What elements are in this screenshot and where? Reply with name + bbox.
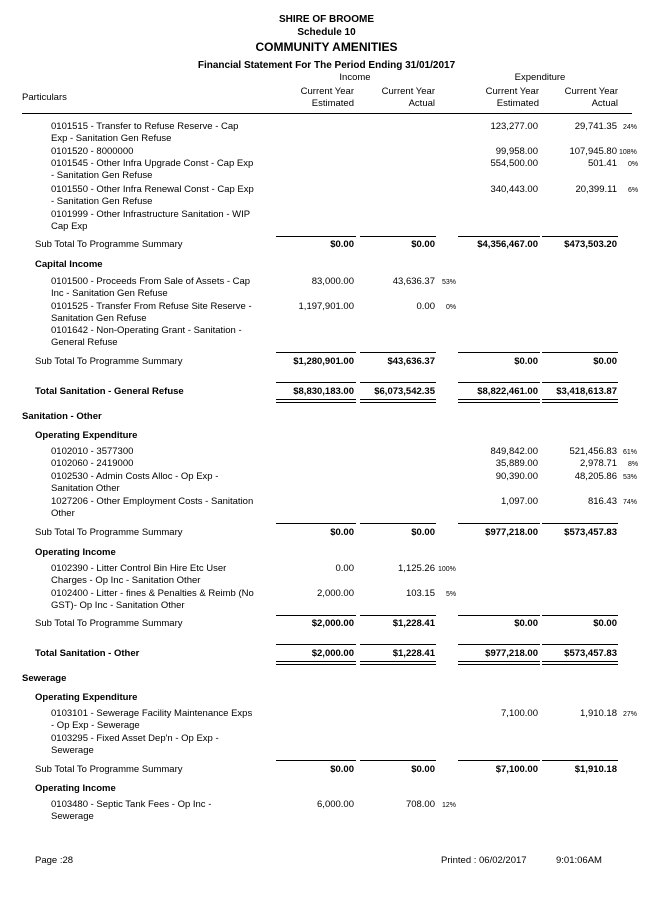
income-estimated: 0.00 (335, 563, 354, 574)
line-item-name: 0102530 - Admin Costs Alloc - Op Exp - Sanitation Other (51, 471, 219, 494)
expenditure-percent: 53% (623, 474, 638, 481)
line-item-name: 0103101 - Sewerage Facility Maintenance Exps - Op Exp - Sewerage (51, 708, 253, 731)
subtotal-income-actual: $0.00 (411, 527, 435, 538)
total-income-estimated: $8,830,183.00 (293, 386, 354, 397)
line-item-name: 0101545 - Other Infra Upgrade Const - Cap Exp - Sanitation Gen Refuse (51, 158, 254, 181)
expenditure-estimated: 99,958.00 (495, 146, 538, 157)
expenditure-actual: 107,945.80 (569, 146, 617, 157)
subtotal-label: Sub Total To Programme Summary (35, 356, 183, 367)
expenditure-estimated: 554,500.00 (490, 158, 538, 169)
header-divider (22, 113, 632, 114)
expenditure-estimated: 1,097.00 (501, 496, 538, 507)
subtotal-expenditure-estimated: $0.00 (514, 356, 538, 367)
expenditure-actual: 20,399.11 (575, 184, 617, 195)
subtotal-expenditure-estimated: $7,100.00 (495, 764, 538, 775)
income-group-header: Income (339, 72, 371, 83)
total-expenditure-estimated: $8,822,461.00 (477, 386, 538, 397)
subtotal-income-actual: $43,636.37 (387, 356, 435, 367)
subtotal-income-estimated: $1,280,901.00 (293, 356, 354, 367)
expenditure-percent: 0% (628, 161, 639, 168)
income-percent: 53% (442, 279, 457, 286)
income-percent: 5% (446, 591, 457, 598)
total-expenditure-actual: $3,418,613.87 (556, 386, 617, 397)
line-item-name: 0101550 - Other Infra Renewal Const - Cap Exp - Sanitation Gen Refuse (51, 184, 254, 207)
subtotal-expenditure-actual: $573,457.83 (564, 527, 617, 538)
category-heading: Capital Income (35, 259, 103, 270)
total-label: Total Sanitation - General Refuse (35, 386, 184, 397)
expenditure-percent: 61% (623, 449, 638, 456)
line-item-name: 0103480 - Septic Tank Fees - Op Inc - Sewerage (51, 799, 212, 822)
printed-time: 9:01:06AM (556, 855, 602, 866)
expenditure-actual: 29,741.35 (574, 121, 617, 132)
subtotal-expenditure-actual: $0.00 (593, 618, 617, 629)
expenditure-percent: 27% (623, 711, 638, 718)
line-item-name: 0102060 - 2419000 (51, 458, 134, 469)
expenditure-estimated: 35,889.00 (495, 458, 538, 469)
expenditure-percent: 24% (623, 124, 638, 131)
line-item-name: 0103295 - Fixed Asset Dep'n - Op Exp - Sewerage (51, 733, 219, 756)
report-period: Financial Statement For The Period Ending 31/01/2017 (197, 60, 456, 71)
line-item-name: 0101515 - Transfer to Refuse Reserve - Cap Exp - Sanitation Gen Refuse (51, 121, 239, 144)
total-expenditure-actual: $573,457.83 (564, 648, 617, 659)
section-heading: Sanitation - Other (22, 411, 102, 422)
schedule-number: Schedule 10 (297, 27, 356, 38)
printed-date: Printed : 06/02/2017 (441, 855, 527, 866)
expenditure-actual: 501.41 (587, 158, 617, 169)
subtotal-income-estimated: $0.00 (330, 764, 354, 775)
income-estimated: 1,197,901.00 (298, 301, 354, 312)
income-actual: 708.00 (405, 799, 435, 810)
line-item-name: 0101999 - Other Infrastructure Sanitation - WIP Cap Exp (51, 209, 250, 232)
income-actual: 1,125.26 (398, 563, 435, 574)
page-number: Page :28 (35, 855, 74, 866)
subtotal-expenditure-estimated: $977,218.00 (485, 527, 538, 538)
total-income-actual: $6,073,542.35 (374, 386, 435, 397)
category-heading: Operating Expenditure (35, 430, 138, 441)
income-estimated: 83,000.00 (311, 276, 354, 287)
subtotal-expenditure-actual: $473,503.20 (564, 239, 617, 250)
subtotal-income-actual: $1,228.41 (392, 618, 435, 629)
subtotal-label: Sub Total To Programme Summary (35, 618, 183, 629)
income-estimated: 2,000.00 (317, 588, 354, 599)
income-actual: 0.00 (416, 301, 435, 312)
subtotal-income-actual: $0.00 (411, 239, 435, 250)
expenditure-estimated: 90,390.00 (495, 471, 538, 482)
subtotal-income-actual: $0.00 (411, 764, 435, 775)
expenditure-estimated: 340,443.00 (490, 184, 538, 195)
line-item-name: 0101525 - Transfer From Refuse Site Reserve - Sanitation Gen Refuse (51, 301, 252, 324)
category-heading: Operating Expenditure (35, 692, 138, 703)
subtotal-label: Sub Total To Programme Summary (35, 527, 183, 538)
category-heading: Operating Income (35, 547, 116, 558)
subtotal-income-estimated: $0.00 (330, 527, 354, 538)
subtotal-expenditure-estimated: $0.00 (514, 618, 538, 629)
org-name: SHIRE OF BROOME (278, 14, 374, 25)
expenditure-estimated: 849,842.00 (490, 446, 538, 457)
expenditure-percent: 6% (628, 187, 639, 194)
col-income-actual: Current Year Actual (381, 86, 435, 109)
col-income-estimated: Current Year Estimated (300, 86, 354, 109)
line-item-name: 0102010 - 3577300 (51, 446, 134, 457)
line-item-name: 0102400 - Litter - fines & Penalties & Reimb (No GST)- Op Inc - Sanitation Other (51, 588, 254, 611)
expenditure-actual: 2,978.71 (580, 458, 617, 469)
line-item-name: 0101520 - 8000000 (51, 146, 134, 157)
subtotal-expenditure-actual: $0.00 (593, 356, 617, 367)
line-item-name: 0102390 - Litter Control Bin Hire Etc User Charges - Op Inc - Sanitation Other (51, 563, 227, 586)
line-item-name: 0101500 - Proceeds From Sale of Assets - Cap Inc - Sanitation Gen Refuse (51, 276, 251, 299)
income-actual: 103.15 (405, 588, 435, 599)
expenditure-percent: 108% (619, 149, 637, 156)
total-expenditure-estimated: $977,218.00 (485, 648, 538, 659)
expenditure-actual: 48,205.86 (574, 471, 617, 482)
subtotal-expenditure-estimated: $4,356,467.00 (477, 239, 538, 250)
income-actual: 43,636.37 (392, 276, 435, 287)
expenditure-actual: 1,910.18 (580, 708, 617, 719)
category-heading: Operating Income (35, 783, 116, 794)
expenditure-group-header: Expenditure (514, 72, 566, 83)
expenditure-actual: 521,456.83 (569, 446, 617, 457)
col-expenditure-estimated: Current Year Estimated (485, 86, 539, 109)
subtotal-label: Sub Total To Programme Summary (35, 764, 183, 775)
line-item-name: 0101642 - Non-Operating Grant - Sanitation - General Refuse (51, 325, 242, 348)
income-percent: 0% (446, 304, 457, 311)
income-percent: 12% (442, 802, 457, 809)
expenditure-percent: 74% (623, 499, 638, 506)
subtotal-income-estimated: $0.00 (330, 239, 354, 250)
subtotal-label: Sub Total To Programme Summary (35, 239, 183, 250)
expenditure-actual: 816.43 (587, 496, 617, 507)
col-expenditure-actual: Current Year Actual (564, 86, 618, 109)
subtotal-income-estimated: $2,000.00 (311, 618, 354, 629)
expenditure-estimated: 7,100.00 (501, 708, 538, 719)
expenditure-estimated: 123,277.00 (490, 121, 538, 132)
report-title: COMMUNITY AMENITIES (255, 40, 398, 54)
expenditure-percent: 8% (628, 461, 639, 468)
particulars-header: Particulars (22, 92, 67, 103)
income-percent: 100% (438, 566, 456, 573)
subtotal-expenditure-actual: $1,910.18 (574, 764, 617, 775)
line-item-name: 1027206 - Other Employment Costs - Sanitation Other (51, 496, 254, 519)
total-income-actual: $1,228.41 (392, 648, 435, 659)
income-estimated: 6,000.00 (317, 799, 354, 810)
total-income-estimated: $2,000.00 (311, 648, 354, 659)
total-label: Total Sanitation - Other (35, 648, 140, 659)
section-heading: Sewerage (22, 673, 67, 684)
